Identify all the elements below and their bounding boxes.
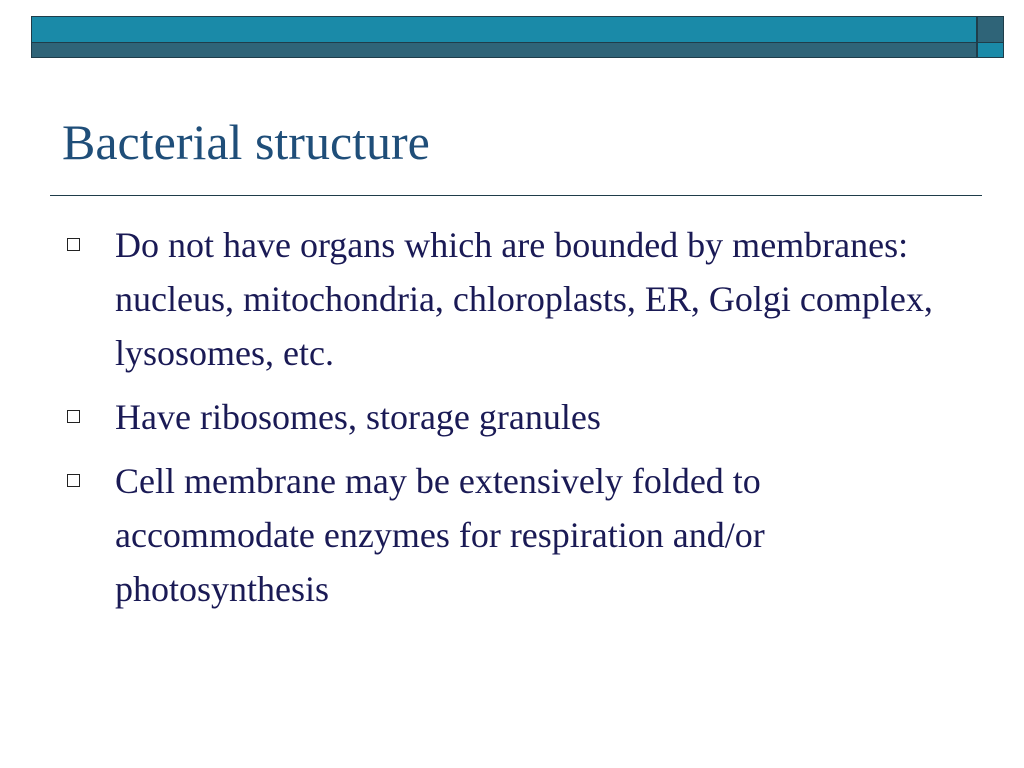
header-decorative-bar [31, 16, 977, 58]
slide-title: Bacterial structure [62, 114, 430, 170]
bullet-text: Cell membrane may be extensively folded to accommodate enzymes for respiration and/or photosynthesis [115, 461, 765, 609]
hollow-square-bullet-icon [67, 410, 80, 423]
bullet-item [62, 390, 962, 444]
bullet-item [62, 454, 962, 616]
bullet-text: Have ribosomes, storage granules [115, 397, 601, 437]
header-corner-block [977, 16, 1004, 58]
bullet-item [62, 218, 962, 380]
hollow-square-bullet-icon [67, 238, 80, 251]
title-divider [50, 195, 982, 196]
hollow-square-bullet-icon [67, 474, 80, 487]
bullet-text: Do not have organs which are bounded by membranes: nucleus, mitochondria, chloroplasts, ER, Golgi complex, lysosomes, etc. [115, 225, 933, 373]
bullet-list [62, 218, 962, 626]
